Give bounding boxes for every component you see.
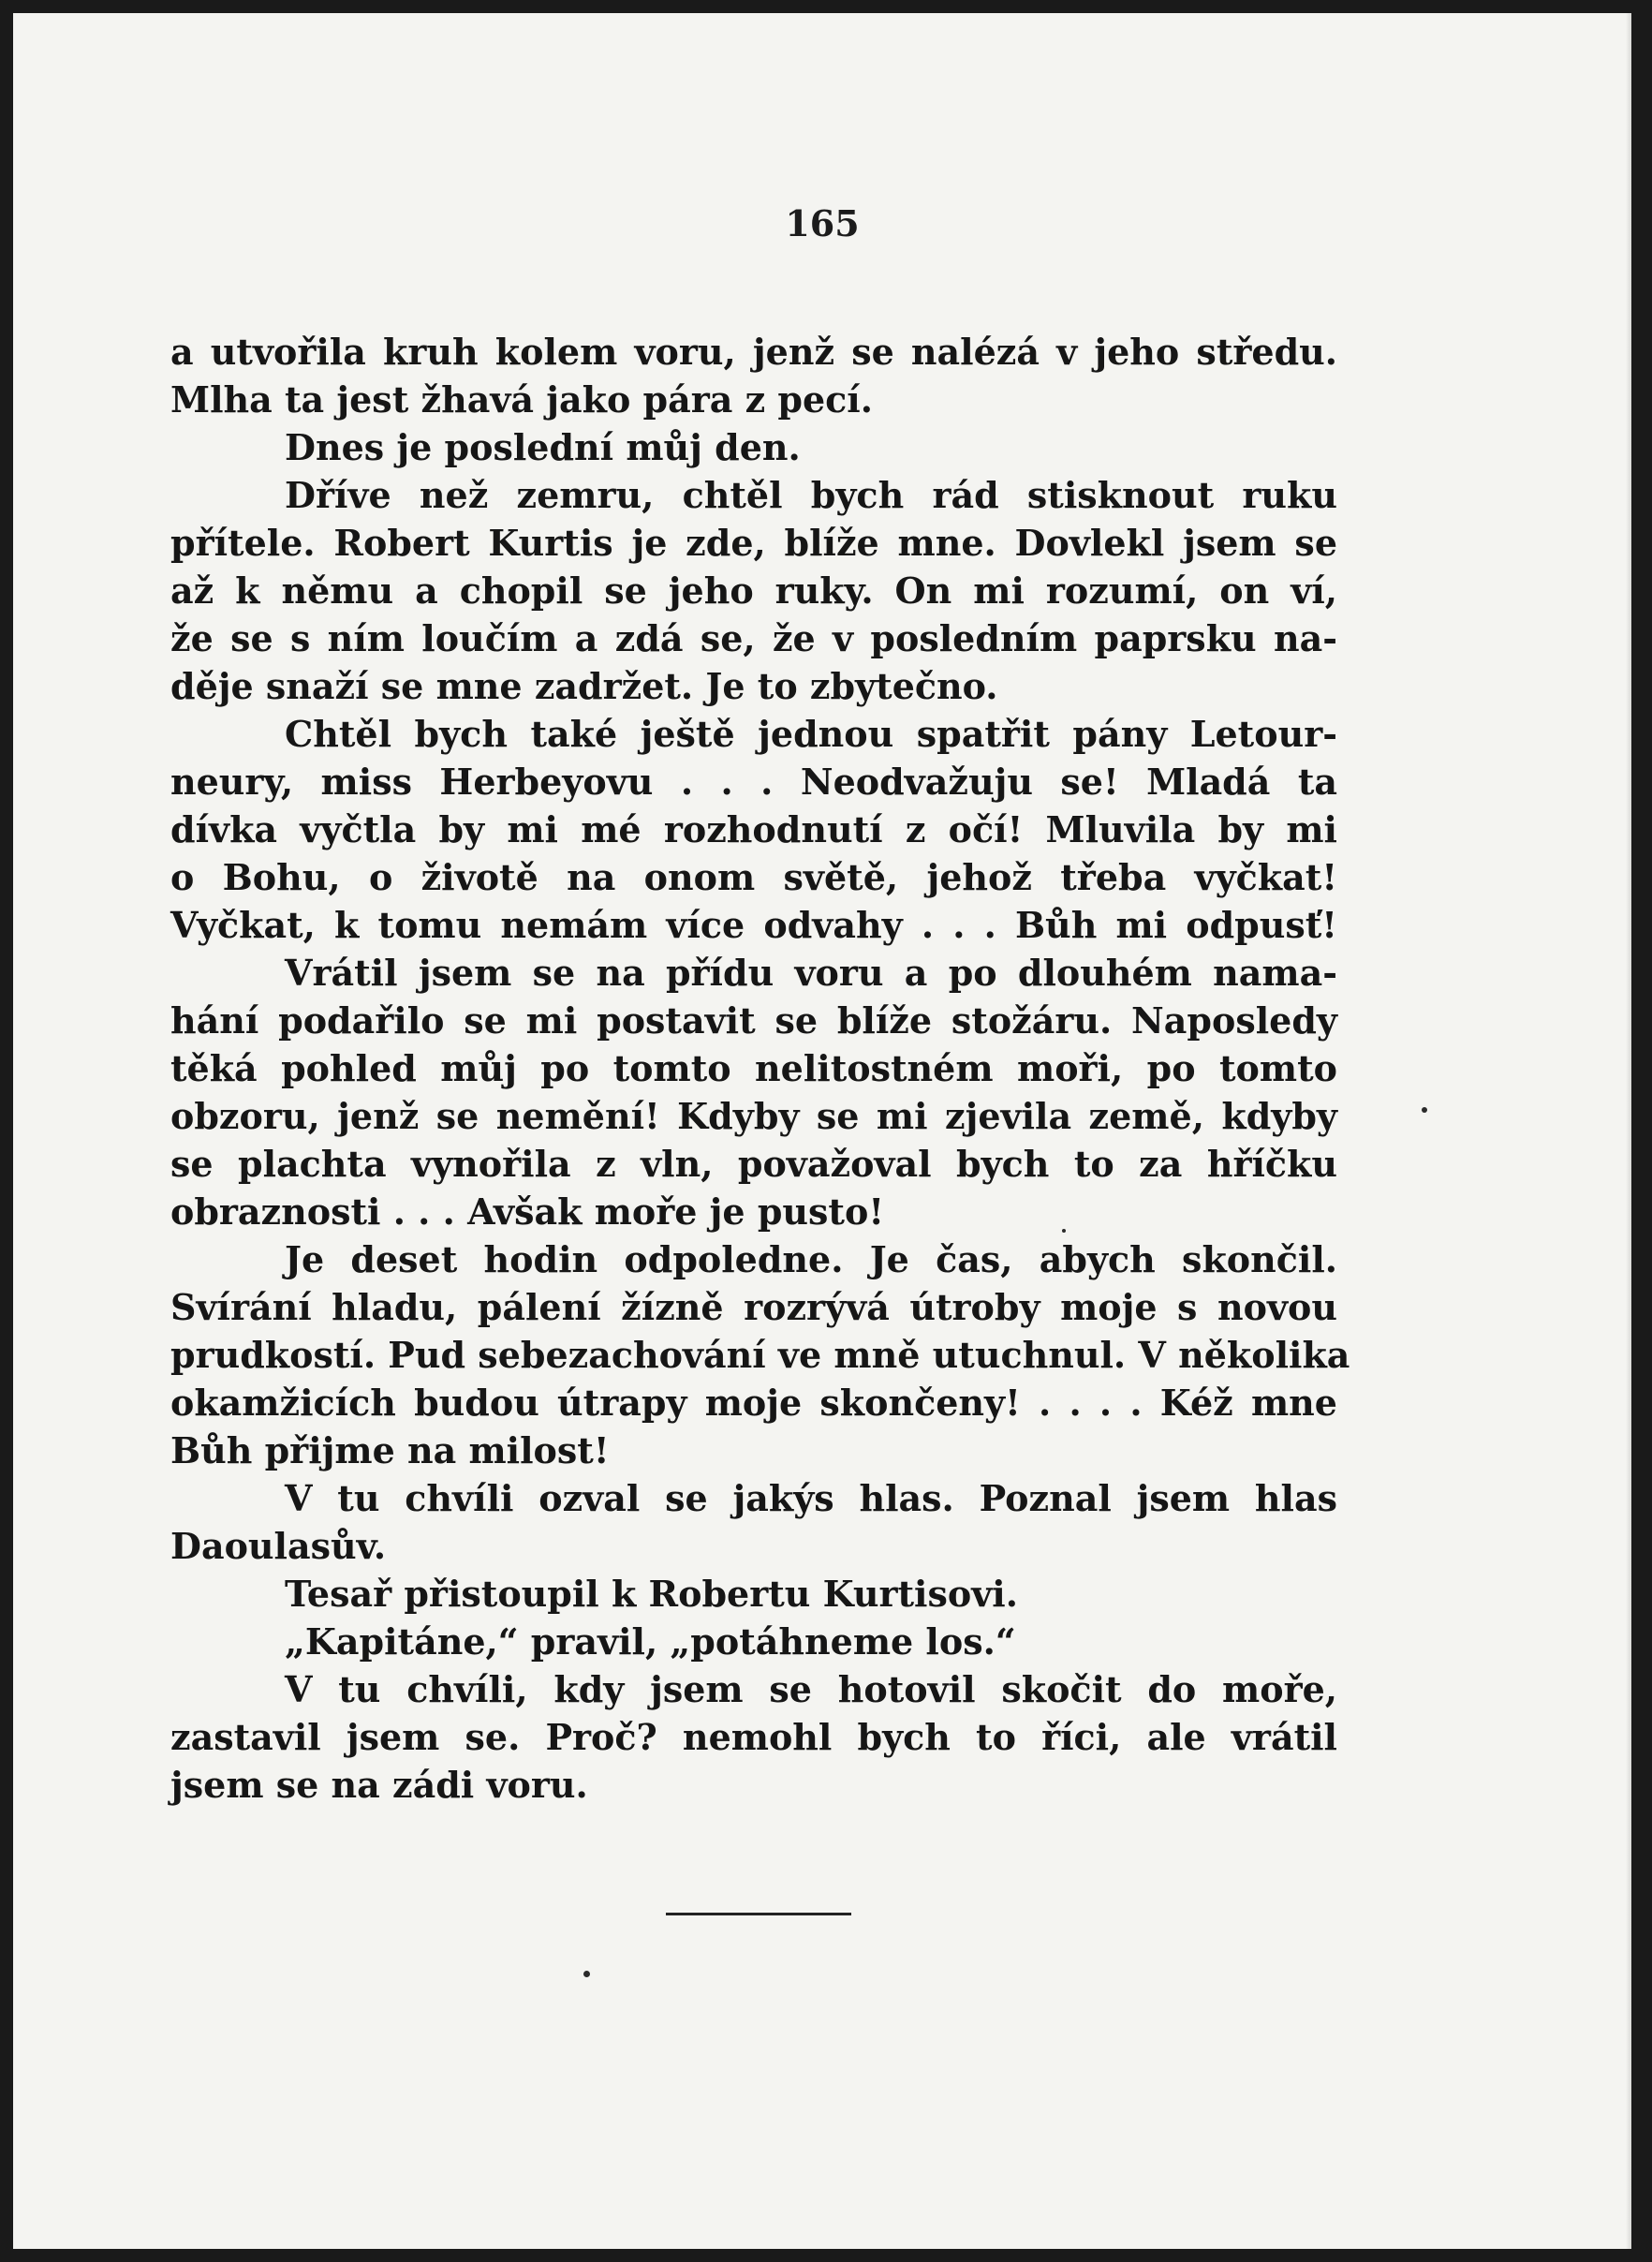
text-line: Bůh přijme na milost! [170, 1429, 610, 1471]
text-line: Dnes je poslední můj den. [285, 426, 801, 468]
text-line: Tesař přistoupil k Robertu Kurtisovi. [285, 1573, 1018, 1615]
text-line: děje snaží se mne zadržet. Je to zbytečno. [170, 665, 998, 707]
print-speck [583, 1971, 590, 1977]
text-line: jsem se na zádi voru. [170, 1764, 588, 1806]
text-line: Vyčkat, k tomu nemám více odvahy . . . Bůh mi odpusť! [170, 904, 1337, 946]
text-line: a utvořila kruh kolem voru, jenž se nalézá v jeho středu. [170, 331, 1337, 373]
text-line: Svírání hladu, pálení žízně rozrývá útroby moje s novou [170, 1286, 1337, 1328]
text-line: Je deset hodin odpoledne. Je čas, abych skončil. [285, 1238, 1337, 1280]
text-line: V tu chvíli, kdy jsem se hotovil skočit do moře, [285, 1668, 1337, 1710]
text-line: „Kapitáne,“ pravil, „potáhneme los.“ [285, 1620, 1016, 1663]
text-line: okamžicích budou útrapy moje skončeny! . . . . Kéž mne [170, 1382, 1337, 1424]
section-end-rule [666, 1913, 851, 1915]
text-line: obraznosti . . . Avšak moře je pusto! [170, 1190, 885, 1233]
book-page [13, 13, 1631, 2249]
text-line: zastavil jsem se. Proč? nemohl bych to říci, ale vrátil [170, 1716, 1337, 1758]
text-line: Mlha ta jest žhavá jako pára z pecí. [170, 378, 873, 421]
text-line: neury, miss Herbeyovu . . . Neodvažuju se! Mladá ta [170, 761, 1337, 803]
body-text [170, 328, 1350, 1809]
text-line: dívka vyčtla by mi mé rozhodnutí z očí! Mluvila by mi [170, 808, 1337, 850]
text-line: přítele. Robert Kurtis je zde, blíže mne. Dovlekl jsem se [170, 522, 1337, 564]
page-number: 165 [785, 202, 860, 244]
text-line: obzoru, jenž se nemění! Kdyby se mi zjevila země, kdyby [170, 1095, 1337, 1137]
text-line: že se s ním loučím a zdá se, že v posledním paprsku na- [170, 617, 1337, 659]
text-line: se plachta vynořila z vln, považoval bych to za hříčku [170, 1143, 1337, 1185]
text-line: Dříve než zemru, chtěl bych rád stisknout ruku [285, 474, 1337, 516]
text-line: hání podařilo se mi postavit se blíže stožáru. Naposledy [170, 999, 1337, 1042]
print-speck [1422, 1107, 1427, 1113]
text-line: těká pohled můj po tomto nelitostném moři, po tomto [170, 1047, 1337, 1089]
text-line: až k němu a chopil se jeho ruky. On mi rozumí, on ví, [170, 569, 1337, 612]
text-line: Daoulasův. [170, 1525, 387, 1567]
text-line: Vrátil jsem se na přídu voru a po dlouhém nama- [285, 952, 1337, 994]
page-edge-shadow [1626, 13, 1631, 2249]
text-line: Chtěl bych také ještě jednou spatřit pány Letour- [285, 713, 1337, 755]
print-speck [1062, 1229, 1066, 1233]
text-line: V tu chvíli ozval se jakýs hlas. Poznal jsem hlas [285, 1477, 1337, 1519]
text-line: prudkostí. Pud sebezachování ve mně utuchnul. V několika [170, 1334, 1350, 1376]
text-line: o Bohu, o životě na onom světě, jehož třeba vyčkat! [170, 856, 1337, 898]
